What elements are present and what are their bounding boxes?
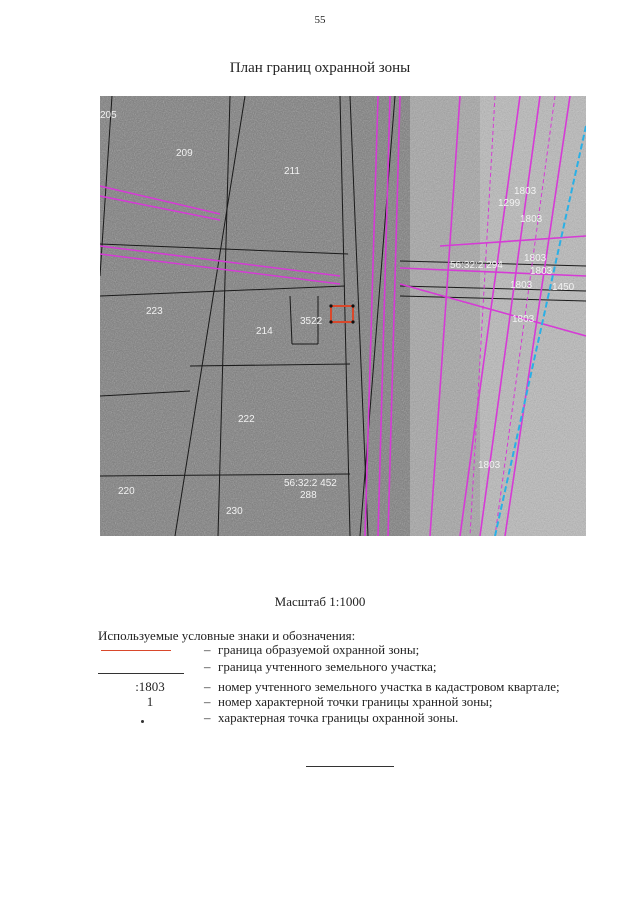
legend-text: граница учтенного земельного участка; <box>218 659 437 674</box>
map-label: 3522 <box>300 316 323 327</box>
legend-dash: – <box>204 694 211 709</box>
map-label: 1803 <box>512 314 535 325</box>
map-label: 1803 <box>530 266 553 277</box>
legend-text: номер характерной точки границы хранной зоны; <box>218 694 493 709</box>
page-number: 55 <box>314 14 326 26</box>
legend-dash: – <box>204 642 211 657</box>
legend-dash: – <box>204 679 211 694</box>
black-line-swatch <box>98 673 184 674</box>
map-label: 205 <box>100 110 117 121</box>
legend-text: номер учтенного земельного участка в кадастровом квартале; <box>218 679 560 694</box>
map-label: 1803 <box>510 280 533 291</box>
page-title: План границ охранной зоны <box>229 60 411 76</box>
map-label: 1450 <box>552 282 575 293</box>
map-label: 56:32:2 452 <box>284 478 337 489</box>
legend-item-parcel-boundary <box>98 659 618 675</box>
point-dot-icon <box>141 720 144 723</box>
footer-divider <box>306 766 394 767</box>
legend-item-zone-point <box>98 710 618 726</box>
legend-symbol <box>98 659 188 675</box>
map-label: 222 <box>238 414 255 425</box>
map-svg <box>100 96 586 536</box>
legend-item-parcel-number <box>98 679 618 695</box>
map-label: 214 <box>256 326 273 337</box>
legend-symbol-text: 1 <box>146 694 154 709</box>
legend-text: граница образуемой охранной зоны; <box>218 642 420 657</box>
map-label: 1803 <box>514 186 537 197</box>
map-image <box>100 96 586 536</box>
legend-dash: – <box>204 710 211 725</box>
map-label: 1299 <box>498 198 521 209</box>
red-line-swatch <box>101 650 171 651</box>
map-label: 1803 <box>478 460 501 471</box>
legend-item-point-number <box>98 694 618 710</box>
map-label: 223 <box>146 306 163 317</box>
legend-symbol <box>98 710 188 726</box>
legend-dash: – <box>204 659 211 674</box>
map-label: 209 <box>176 148 193 159</box>
scale-label: Масштаб 1:1000 <box>274 594 366 609</box>
map-label: 230 <box>226 506 243 517</box>
map-label: 288 <box>300 490 317 501</box>
legend-item-zone-boundary <box>98 642 618 658</box>
map-label: 1803 <box>520 214 543 225</box>
legend-text: характерная точка границы охранной зоны. <box>218 710 459 725</box>
map-label: 220 <box>118 486 135 497</box>
map-label: 56:32:2 294 <box>450 260 503 271</box>
map-label: 211 <box>284 166 300 177</box>
legend-symbol-text: :1803 <box>135 679 165 694</box>
legend-title: Используемые условные знаки и обозначения: <box>98 628 356 643</box>
legend-symbol <box>98 642 188 658</box>
map-label: 1803 <box>524 253 547 264</box>
